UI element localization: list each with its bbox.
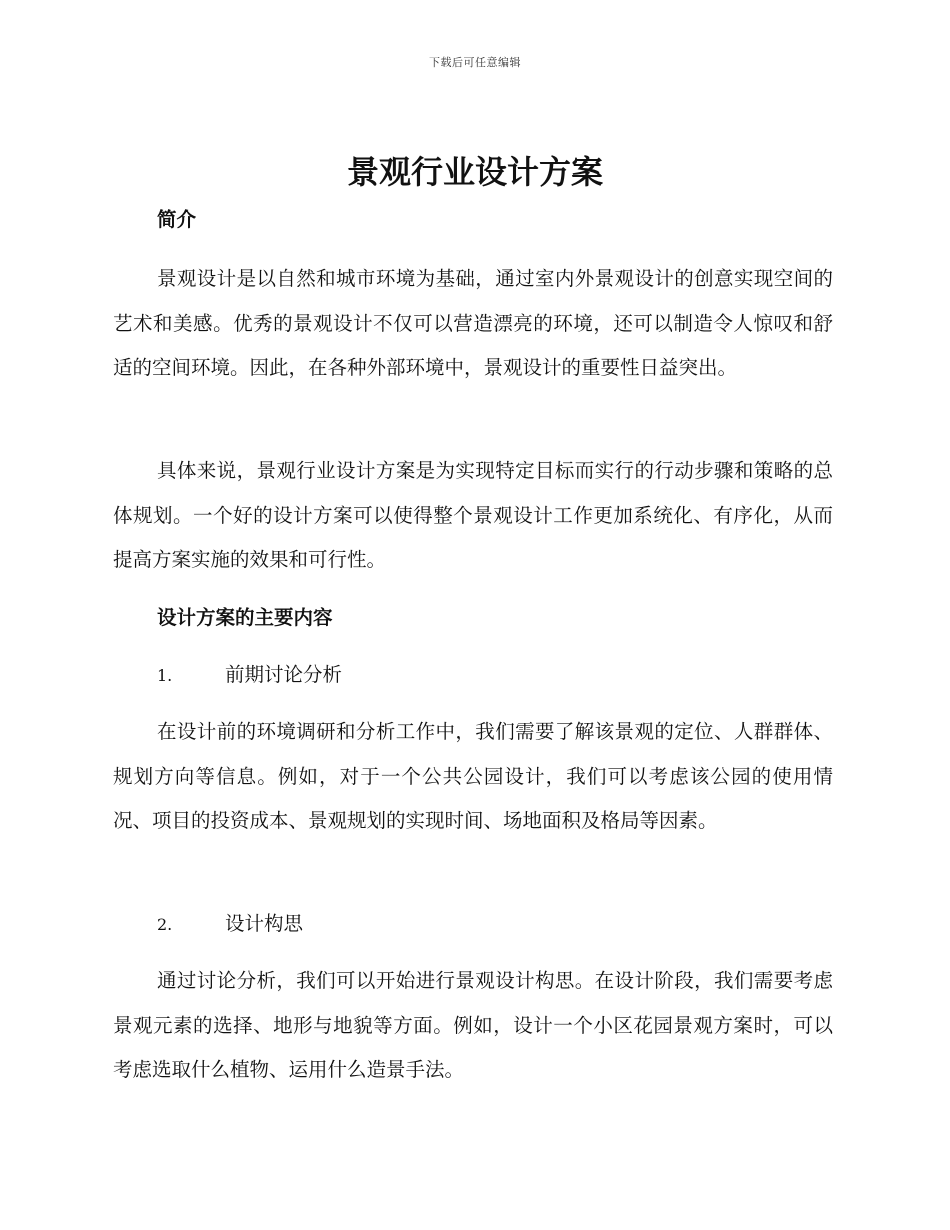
intro-paragraph-2-block [113, 449, 833, 583]
intro-paragraph-1-block [113, 257, 833, 391]
document-title: 景观行业设计方案 [346, 153, 603, 191]
intro-paragraph-2: 具体来说，景观行业设计方案是为实现特定目标而实行的行动步骤和策略的总体规划。一个好的设计方案可以使得整个景观设计工作更加系统化、有序化，从而提高方案实施的效果和可行性。 [113, 459, 833, 571]
header-note: 下载后可任意编辑 [429, 56, 521, 69]
content-heading: 设计方案的主要内容 [157, 606, 333, 629]
intro-heading-block [113, 198, 833, 243]
list-item-1-label: 前期讨论分析 [225, 663, 343, 686]
content-heading-block [113, 596, 833, 641]
item-1-paragraph: 在设计前的环境调研和分析工作中，我们需要了解该景观的定位、人群群体、规划方向等信息。例如，对于一个公共公园设计，我们可以考虑该公园的使用情况、项目的投资成本、景观规划的实现时间、场地面积及格局等因素。 [113, 720, 833, 832]
list-item-2 [157, 909, 303, 940]
item-2-paragraph-block [113, 959, 833, 1093]
item-1-paragraph-block [113, 710, 833, 844]
list-item-1 [157, 660, 342, 691]
intro-paragraph-1: 景观设计是以自然和城市环境为基础，通过室内外景观设计的创意实现空间的艺术和美感。优秀的景观设计不仅可以营造漂亮的环境，还可以制造令人惊叹和舒适的空间环境。因此，在各种外部环境中，景观设计的重要性日益突出。 [113, 267, 833, 379]
item-2-paragraph: 通过讨论分析，我们可以开始进行景观设计构思。在设计阶段，我们需要考虑景观元素的选择、地形与地貌等方面。例如，设计一个小区花园景观方案时，可以考虑选取什么植物、运用什么造景手法。 [113, 969, 833, 1081]
list-item-1-number: 1. [157, 666, 173, 685]
list-item-2-label: 设计构思 [225, 912, 304, 935]
list-item-2-number: 2. [157, 915, 173, 934]
intro-heading: 简介 [157, 208, 197, 231]
